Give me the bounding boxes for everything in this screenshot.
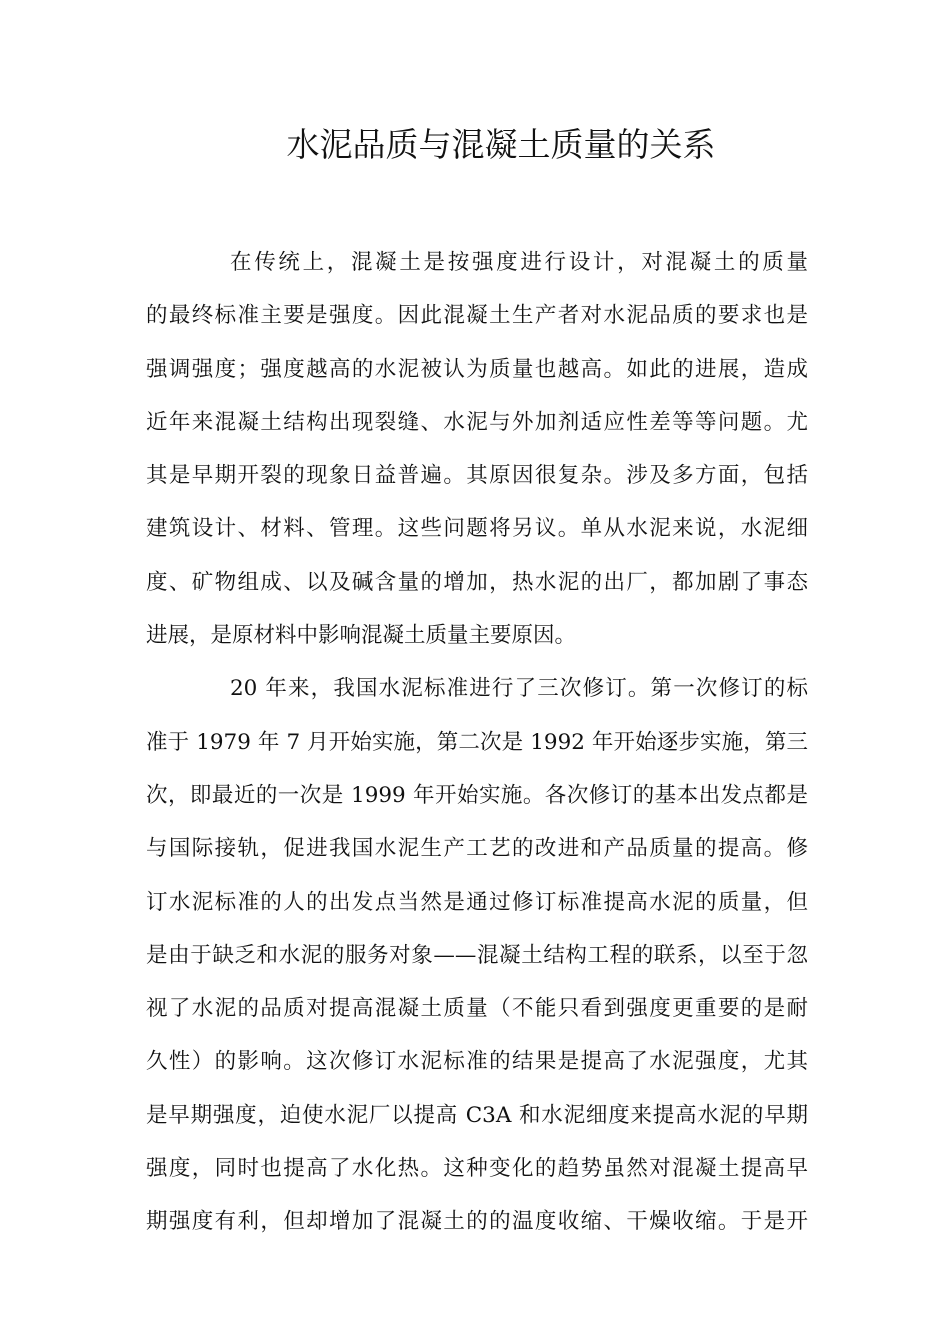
paragraph-1 bbox=[146, 236, 808, 662]
paragraph-line: 久性）的影响。这次修订水泥标准的结果是提高了水泥强度，尤其 bbox=[146, 1049, 808, 1075]
paragraph-line: 20 年来，我国水泥标准进行了三次修订。第一次修订的标 bbox=[230, 676, 808, 702]
paragraph-line: 订水泥标准的人的出发点当然是通过修订标准提高水泥的质量，但 bbox=[146, 889, 808, 915]
paragraph-line: 次，即最近的一次是 1999 年开始实施。各次修订的基本出发点都是 bbox=[146, 782, 808, 808]
paragraph-line: 视了水泥的品质对提高混凝土质量（不能只看到强度更重要的是耐 bbox=[146, 996, 808, 1022]
paragraph-line: 期强度有利，但却增加了混凝土的的温度收缩、干燥收缩。于是开 bbox=[146, 1209, 808, 1235]
paragraph-line: 进展，是原材料中影响混凝土质量主要原因。 bbox=[146, 623, 577, 649]
paragraph-line: 度、矿物组成、以及碱含量的增加，热水泥的出厂，都加剧了事态 bbox=[146, 569, 808, 595]
paragraph-2 bbox=[146, 662, 808, 1248]
paragraph-line: 与国际接轨，促进我国水泥生产工艺的改进和产品质量的提高。修 bbox=[146, 836, 808, 862]
paragraph-line: 强调强度；强度越高的水泥被认为质量也越高。如此的进展，造成 bbox=[146, 356, 808, 382]
document-body bbox=[146, 236, 808, 1249]
paragraph-line: 准于 1979 年 7 月开始实施，第二次是 1992 年开始逐步实施，第三 bbox=[146, 729, 808, 755]
document-title: 水泥品质与混凝土质量的关系 bbox=[286, 125, 716, 164]
paragraph-line: 是由于缺乏和水泥的服务对象——混凝土结构工程的联系，以至于忽 bbox=[146, 942, 808, 968]
paragraph-line: 建筑设计、材料、管理。这些问题将另议。单从水泥来说，水泥细 bbox=[146, 516, 808, 542]
paragraph-line: 其是早期开裂的现象日益普遍。其原因很复杂。涉及多方面，包括 bbox=[146, 463, 808, 489]
paragraph-line: 的最终标准主要是强度。因此混凝土生产者对水泥品质的要求也是 bbox=[146, 303, 808, 329]
paragraph-line: 在传统上，混凝土是按强度进行设计，对混凝土的质量 bbox=[230, 250, 808, 275]
paragraph-line: 是早期强度，迫使水泥厂以提高 C3A 和水泥细度来提高水泥的早期 bbox=[146, 1102, 808, 1128]
paragraph-line: 强度，同时也提高了水化热。这种变化的趋势虽然对混凝土提高早 bbox=[146, 1156, 808, 1182]
paragraph-line: 近年来混凝土结构出现裂缝、水泥与外加剂适应性差等等问题。尤 bbox=[146, 409, 808, 435]
